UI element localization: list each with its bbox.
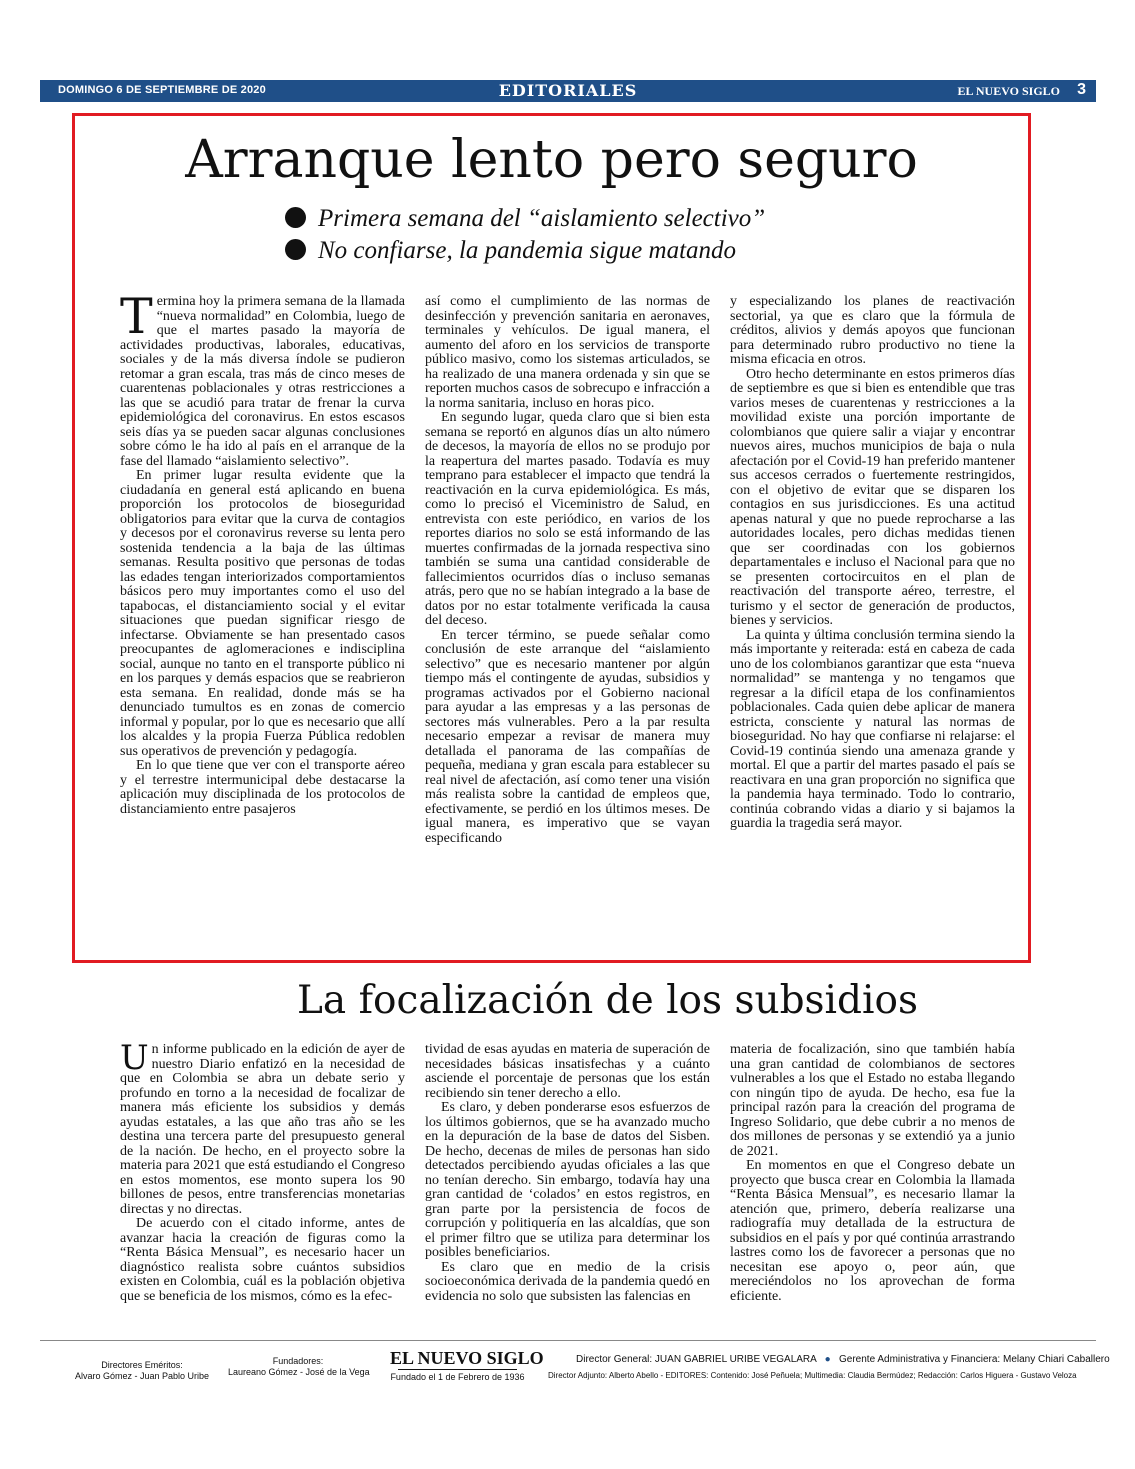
logo-underline [398,1369,517,1370]
paragraph: De acuerdo con el citado informe, antes de avanzar hacia la creación de figuras como la “Renta Básica Mensual”, es necesario hacer un diagnóstico realista sobre cuántos subsidios existen en Colombia, cuál es la población objetiva que se beneficia de los mismos, cómo es la efec- [120,1216,405,1304]
founders-label: Fundadores: [272,1356,324,1366]
separator-dot-icon: ● [824,1354,831,1365]
second-editorial-column-2 [425,1043,710,1328]
footer-directors-line [576,1354,1110,1365]
editorial-title: Arranque lento pero seguro [185,130,918,190]
footer-founders [228,1356,368,1378]
paragraph: así como el cumplimiento de las normas de desinfección y prevención sanitaria en aeronaves, terminales y vehículos. De igual manera, el aumento del aforo en los servicios de transporte público masivo, como los sistemas articulados, se ha realizado de una manera ordenada y sin que se reporten muchos casos de sobrecupo e infracción a la norma sanitaria, incluso en horas pico. [425,294,710,411]
subtitle-text: No confiarse, la pandemia sigue matando [318,237,737,264]
second-editorial-column-1 [120,1038,405,1328]
editorial-subtitle-2 [285,236,736,266]
second-editorial-column-3 [730,1043,1015,1328]
bullet-icon [285,207,306,228]
editorial-subtitle-1 [285,204,765,234]
header-date: DOMINGO 6 DE SEPTIEMBRE DE 2020 [58,84,266,96]
paragraph: y especializando los planes de reactivación sectorial, ya que es claro que la fórmula de créditos, alivios y demás apoyos que funcionan para determinado rubro productivo no tiene la misma eficacia en otros. [730,294,1015,367]
director-name: JUAN GABRIEL URIBE VEGALARA [654,1354,817,1365]
second-editorial-title: La focalización de los subsidios [297,978,918,1023]
editorial-column-3 [730,295,1015,955]
paragraph: En segundo lugar, queda claro que si bien esta semana se reportó en algunos días un alto número de decesos, la mayoría de ellos no se produjo por la reapertura del martes pasado. Todavía es muy temprano para establecer el impacto que tendrá la reactivación en la curva epidemiológica. Es más, como lo precisó el Viceministro de Salud, en entrevista con este periódico, en varios de los reportes diarios no solo se está informando de las muertes confirmadas de la jornada respectiva sino también se suma una cantidad considerable de fallecimientos ocurridos días o incluso semanas atrás, pero que no se habían integrado a la base de datos por no estar totalmente verificada la causa del deceso. [425,410,710,628]
paragraph: Es claro que en medio de la crisis socioeconómica derivada de la pandemia quedó en evidencia no solo que subsisten las falencias en [425,1259,710,1304]
founders-names: Laureano Gómez - José de la Vega [228,1367,370,1377]
manager-name: Melany Chiari Caballero [1002,1354,1110,1365]
editorial-column-1 [120,288,405,955]
footer-emeriti [72,1360,212,1382]
founded-date: Fundado el 1 de Febrero de 1936 [390,1372,525,1382]
bullet-icon [285,239,306,260]
footer-editors-line: Director Adjunto: Alberto Abello - EDITORES: Contenido: José Peñuela; Multimedia: Claudia Bermúdez; Redacción: Carlos Higuera - Gustavo Veloza [548,1371,1077,1380]
paragraph: Es claro, y deben ponderarse esos esfuerzos de los últimos gobiernos, que se ha avanzado mucho en la depuración de la base de datos del Sisben. De hecho, decenas de miles de personas han sido detectados percibiendo ayudas oficiales a las que no tenían derecho. Sin embargo, todavía hay una gran cantidad de ‘colados’ en estos registros, en gran parte por la persistencia de focos de corrupción y politiquería en las alcaldías, que son el primer filtro que se utiliza para determinar los posibles beneficiarios. [425,1100,710,1260]
newspaper-logo: EL NUEVO SIGLO [390,1348,544,1368]
paragraph: La quinta y última conclusión termina siendo la más importante y reiterada: está en cabeza de cada uno de los colombianos garantizar que esta “nueva normalidad” se mantenga y no tengamos que regresar a la difícil etapa de los confinamientos poblacionales. Cada quien debe aplicar de manera estricta, consciente y natural las normas de bioseguridad. No hay que confiarse ni relajarse: el Covid-19 continúa siendo una amenaza grande y mortal. El que a partir del martes pasado el país se reactivara en una gran proporción no significa que la pandemia haya terminado. Todo lo contrario, continúa cobrando vidas a diario y si bajamos la guardia la tragedia será mayor. [730,627,1015,831]
subtitle-text: Primera semana del “aislamiento selectivo” [318,205,766,232]
page-header-bar [40,80,1096,102]
header-page-number: 3 [1077,81,1086,98]
footer-staff [548,1354,1110,1381]
paragraph: En tercer término, se puede señalar como conclusión de este arranque del “aislamiento selectivo” que es necesario mantener por algún tiempo más el contingente de ayudas, subsidios y programas activados por el Gobierno nacional para ayudar a las empresas y a las personas de sectores más vulnerables. Pero a la par resulta necesario empezar a revisar de manera muy detallada el panorama de las compañías de pequeña, mediana y gran escala para establecer su real nivel de afectación, así como tener una visión más realista sobre la cantidad de empleos que, efectivamente, se perdió en los últimos meses. De igual manera, es imperativo que se vayan especificando [425,627,710,846]
paragraph: Otro hecho determinante en estos primeros días de septiembre es que si bien es entendible que tras varios meses de cuarentenas y restricciones a la movilidad existe una porción importante de colombianos que quiere salir a viajar y encontrar nuevos aires, muchos municipios de baja o nula afectación por el Covid-19 han preferido mantener sus accesos cerrados o fuertemente restringidos, con el objetivo de evitar que se disparen los contagios en sus jurisdicciones. Es una actitud apenas natural y que no puede reprocharse a las autoridades locales, pero dichas medidas tienen que ser coordinadas con los gobiernos departamentales e incluso el Nacional para que no se presenten cortocircuitos en el plan de reactivación del transporte aéreo, terrestre, el turismo y el sector de generación de productos, bienes y servicios. [730,366,1015,628]
footer-logo-block [390,1348,544,1383]
emeriti-names: Alvaro Gómez - Juan Pablo Uribe [74,1371,210,1381]
paragraph: En lo que tiene que ver con el transporte aéreo y el terrestre intermunicipal debe destacarse la aplicación muy disciplinada de los protocolos de distanciamiento entre pasajeros [120,758,405,817]
paragraph: tividad de esas ayudas en materia de superación de necesidades básicas insatisfechas y a cuánto asciende el porcentaje de personas que los están recibiendo sin tener derecho a ello. [425,1042,710,1101]
paragraph: En momentos en que el Congreso debate un proyecto que busca crear en Colombia la llamada “Renta Básica Mensual”, es necesario llamar la atención que, primero, debería realizarse una radiografía muy detallada de la estructura de subsidios en el país y por qué continúa arrastrando lastres como los de favorecer a personas que no necesitan ese apoyo o, peor aún, que mereciéndolos no los aprovechan de forma eficiente. [730,1158,1015,1304]
paragraph: En primer lugar resulta evidente que la ciudadanía en general está aplicando en buena proporción los protocolos de bioseguridad obligatorios para evitar que la curva de contagios y decesos por el coronavirus reverse su lenta pero sostenida tendencia a la baja de las últimas semanas. Resulta positivo que personas de todas las edades tengan interiorizados comportamientos básicos pero muy importantes como el uso del tapabocas, el distanciamiento social y el evitar situaciones que puedan significar riesgo de infectarse. Obviamente se han presentado casos preocupantes de aglomeraciones e indisciplina social, aunque no tanto en el transporte público ni en los parques y demás espacios que se reabrieron esta semana. En realidad, donde más se ha denunciado tumultos es en zonas de comercio informal y popular, por lo que es necesario que allí los alcaldes y la propia Fuerza Pública redoblen sus operativos de prevención y pedagogía. [120,468,405,759]
editorial-column-2 [425,295,710,955]
director-label: Director General: [576,1354,653,1365]
header-section: EDITORIALES [498,81,638,100]
manager-label: Gerente Administrativa y Financiera: [839,1354,1001,1365]
drop-cap: U [120,1038,149,1078]
footer-divider [40,1340,1096,1341]
paragraph: Termina hoy la primera semana de la llamada “nueva normalidad” en Colombia, luego de que el martes pasado la mayoría de actividades productivas, laborales, educativas, sociales y de la más diversa índole se pudieron retomar a gran escala, tras más de cinco meses de cuarentenas poblacionales y otras restricciones a las que se acudió para tratar de frenar la curva epidemiológica del coronavirus. En estos escasos seis días ya se pueden sacar algunas conclusiones sobre cómo le ha ido al país en el arranque de la fase del llamado “aislamiento selectivo”. [120,288,405,469]
paragraph: Un informe publicado en la edición de ayer de nuestro Diario enfatizó en la necesidad de que en Colombia se abra un debate serio y profundo en torno a la necesidad de focalizar de manera más eficiente los subsidios y demás ayudas estatales, a las que año tras año se les destina una tercera parte del presupuesto general de la nación. De hecho, en el proyecto sobre la materia para 2021 que está estudiando el Congreso en estos momentos, ese monto supera los 90 billones de pesos, entre transferencias monetarias directas y no directas. [120,1038,405,1217]
paragraph: materia de focalización, sino que también había una gran cantidad de colombianos de sectores vulnerables a los que el Estado no estaba llegando con ningún tipo de ayuda. De hecho, esa fue la principal razón para la creación del programa de Ingreso Solidario, que debe cubrir a no menos de dos millones de personas y se extendió ya a junio de 2021. [730,1042,1015,1159]
emeriti-label: Directores Eméritos: [101,1360,183,1370]
drop-cap: T [120,288,153,345]
header-newspaper: EL NUEVO SIGLO [957,84,1060,98]
